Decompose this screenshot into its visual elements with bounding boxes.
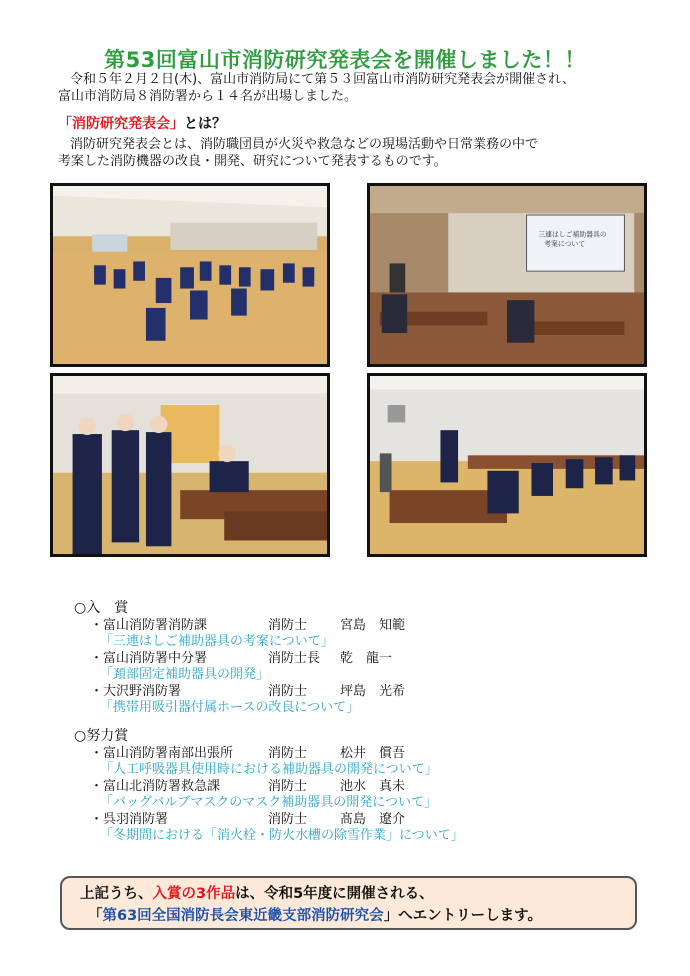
award-work: 「携帯用吸引器付属ホースの改良について」 xyxy=(100,700,360,715)
intro-line-1: 令和５年２月２日(木)、富山市消防局にて第５３回富山市消防研究発表会が開催され、 xyxy=(70,72,575,87)
subhead-rest: とは？ xyxy=(184,116,226,132)
subhead-quoted: 「消防研究発表会」 xyxy=(58,116,184,132)
award-org: ・富山北消防署救急課 xyxy=(90,779,221,794)
award-work: 「人工呼吸器具使用時における補助器具の開発について」 xyxy=(100,762,438,777)
list-item xyxy=(90,746,464,778)
award-org: ・呉羽消防署 xyxy=(90,812,169,827)
award-org: ・富山消防署南部出張所 xyxy=(90,746,234,761)
notice-text: は、令和5年度に開催される、 xyxy=(235,886,434,902)
award-name: 坪島 光希 xyxy=(340,684,406,699)
award-rank: 消防士 xyxy=(268,684,308,699)
award-name: 宮島 知範 xyxy=(340,618,406,633)
notice-text: 上記うち、 xyxy=(80,886,153,902)
awards-second-heading: ○努力賞 xyxy=(74,728,129,744)
award-name: 乾 龍一 xyxy=(340,651,393,666)
awards-first-heading: ○入 賞 xyxy=(74,600,129,616)
awards-first-section xyxy=(74,600,405,717)
award-work: 「冬期間における「消火栓・防火水槽の除雪作業」について」 xyxy=(100,828,464,843)
photo-presenters xyxy=(50,373,330,557)
awards-second-section xyxy=(74,728,464,845)
list-item xyxy=(90,651,405,683)
list-item xyxy=(90,618,405,650)
notice-highlight: 入賞の3作品 xyxy=(152,886,236,902)
award-rank: 消防士 xyxy=(268,618,308,633)
notice-line-1 xyxy=(80,883,635,905)
award-rank: 消防士長 xyxy=(268,651,321,666)
award-work: 「バッグバルブマスクのマスク補助器具の開発について」 xyxy=(100,795,437,810)
photo-hall-tables xyxy=(367,373,647,557)
description-line-1: 消防研究発表会とは、消防職団員が火災や救急などの現場活動や日常業務の中で xyxy=(70,137,539,152)
page-title: 第53回富山市消防研究発表会を開催しました！！ xyxy=(104,48,586,72)
award-name: 池水 真未 xyxy=(340,779,406,794)
notice-text: 「 xyxy=(88,908,103,924)
award-rank: 消防士 xyxy=(268,779,308,794)
award-org: ・富山消防署中分署 xyxy=(90,651,208,666)
photo-stage-presentation xyxy=(367,183,647,367)
notice-line-2 xyxy=(80,905,635,927)
list-item xyxy=(90,779,464,811)
intro-text xyxy=(58,71,658,105)
slide-line-1: 三連はしご補助器具の xyxy=(538,230,607,239)
award-org: ・富山消防署消防課 xyxy=(90,618,208,633)
award-rank: 消防士 xyxy=(268,746,308,761)
photo-hall-audience xyxy=(50,183,330,367)
notice-event-name: 第63回全国消防長会東近畿支部消防研究会 xyxy=(102,908,384,924)
slide-line-2: 考案について xyxy=(544,240,586,248)
description-line-2: 考案した消防機器の改良・開発、研究について発表するものです。 xyxy=(58,154,447,169)
list-item xyxy=(90,812,464,844)
section-subhead xyxy=(58,113,226,133)
award-org: ・大沢野消防署 xyxy=(90,684,182,699)
intro-line-2: 富山市消防局８消防署から１４名が出場しました。 xyxy=(58,89,358,104)
description-text xyxy=(58,136,658,170)
entry-notice-box xyxy=(60,876,637,930)
list-item xyxy=(90,684,405,716)
award-work: 「三連はしご補助器具の考案について」 xyxy=(100,634,334,649)
award-name: 髙島 遼介 xyxy=(340,812,406,827)
award-rank: 消防士 xyxy=(268,812,308,827)
award-work: 「頚部固定補助器具の開発」 xyxy=(100,667,270,682)
award-name: 松井 償吾 xyxy=(340,746,406,761)
notice-text: 」へエントリーします。 xyxy=(383,908,543,924)
